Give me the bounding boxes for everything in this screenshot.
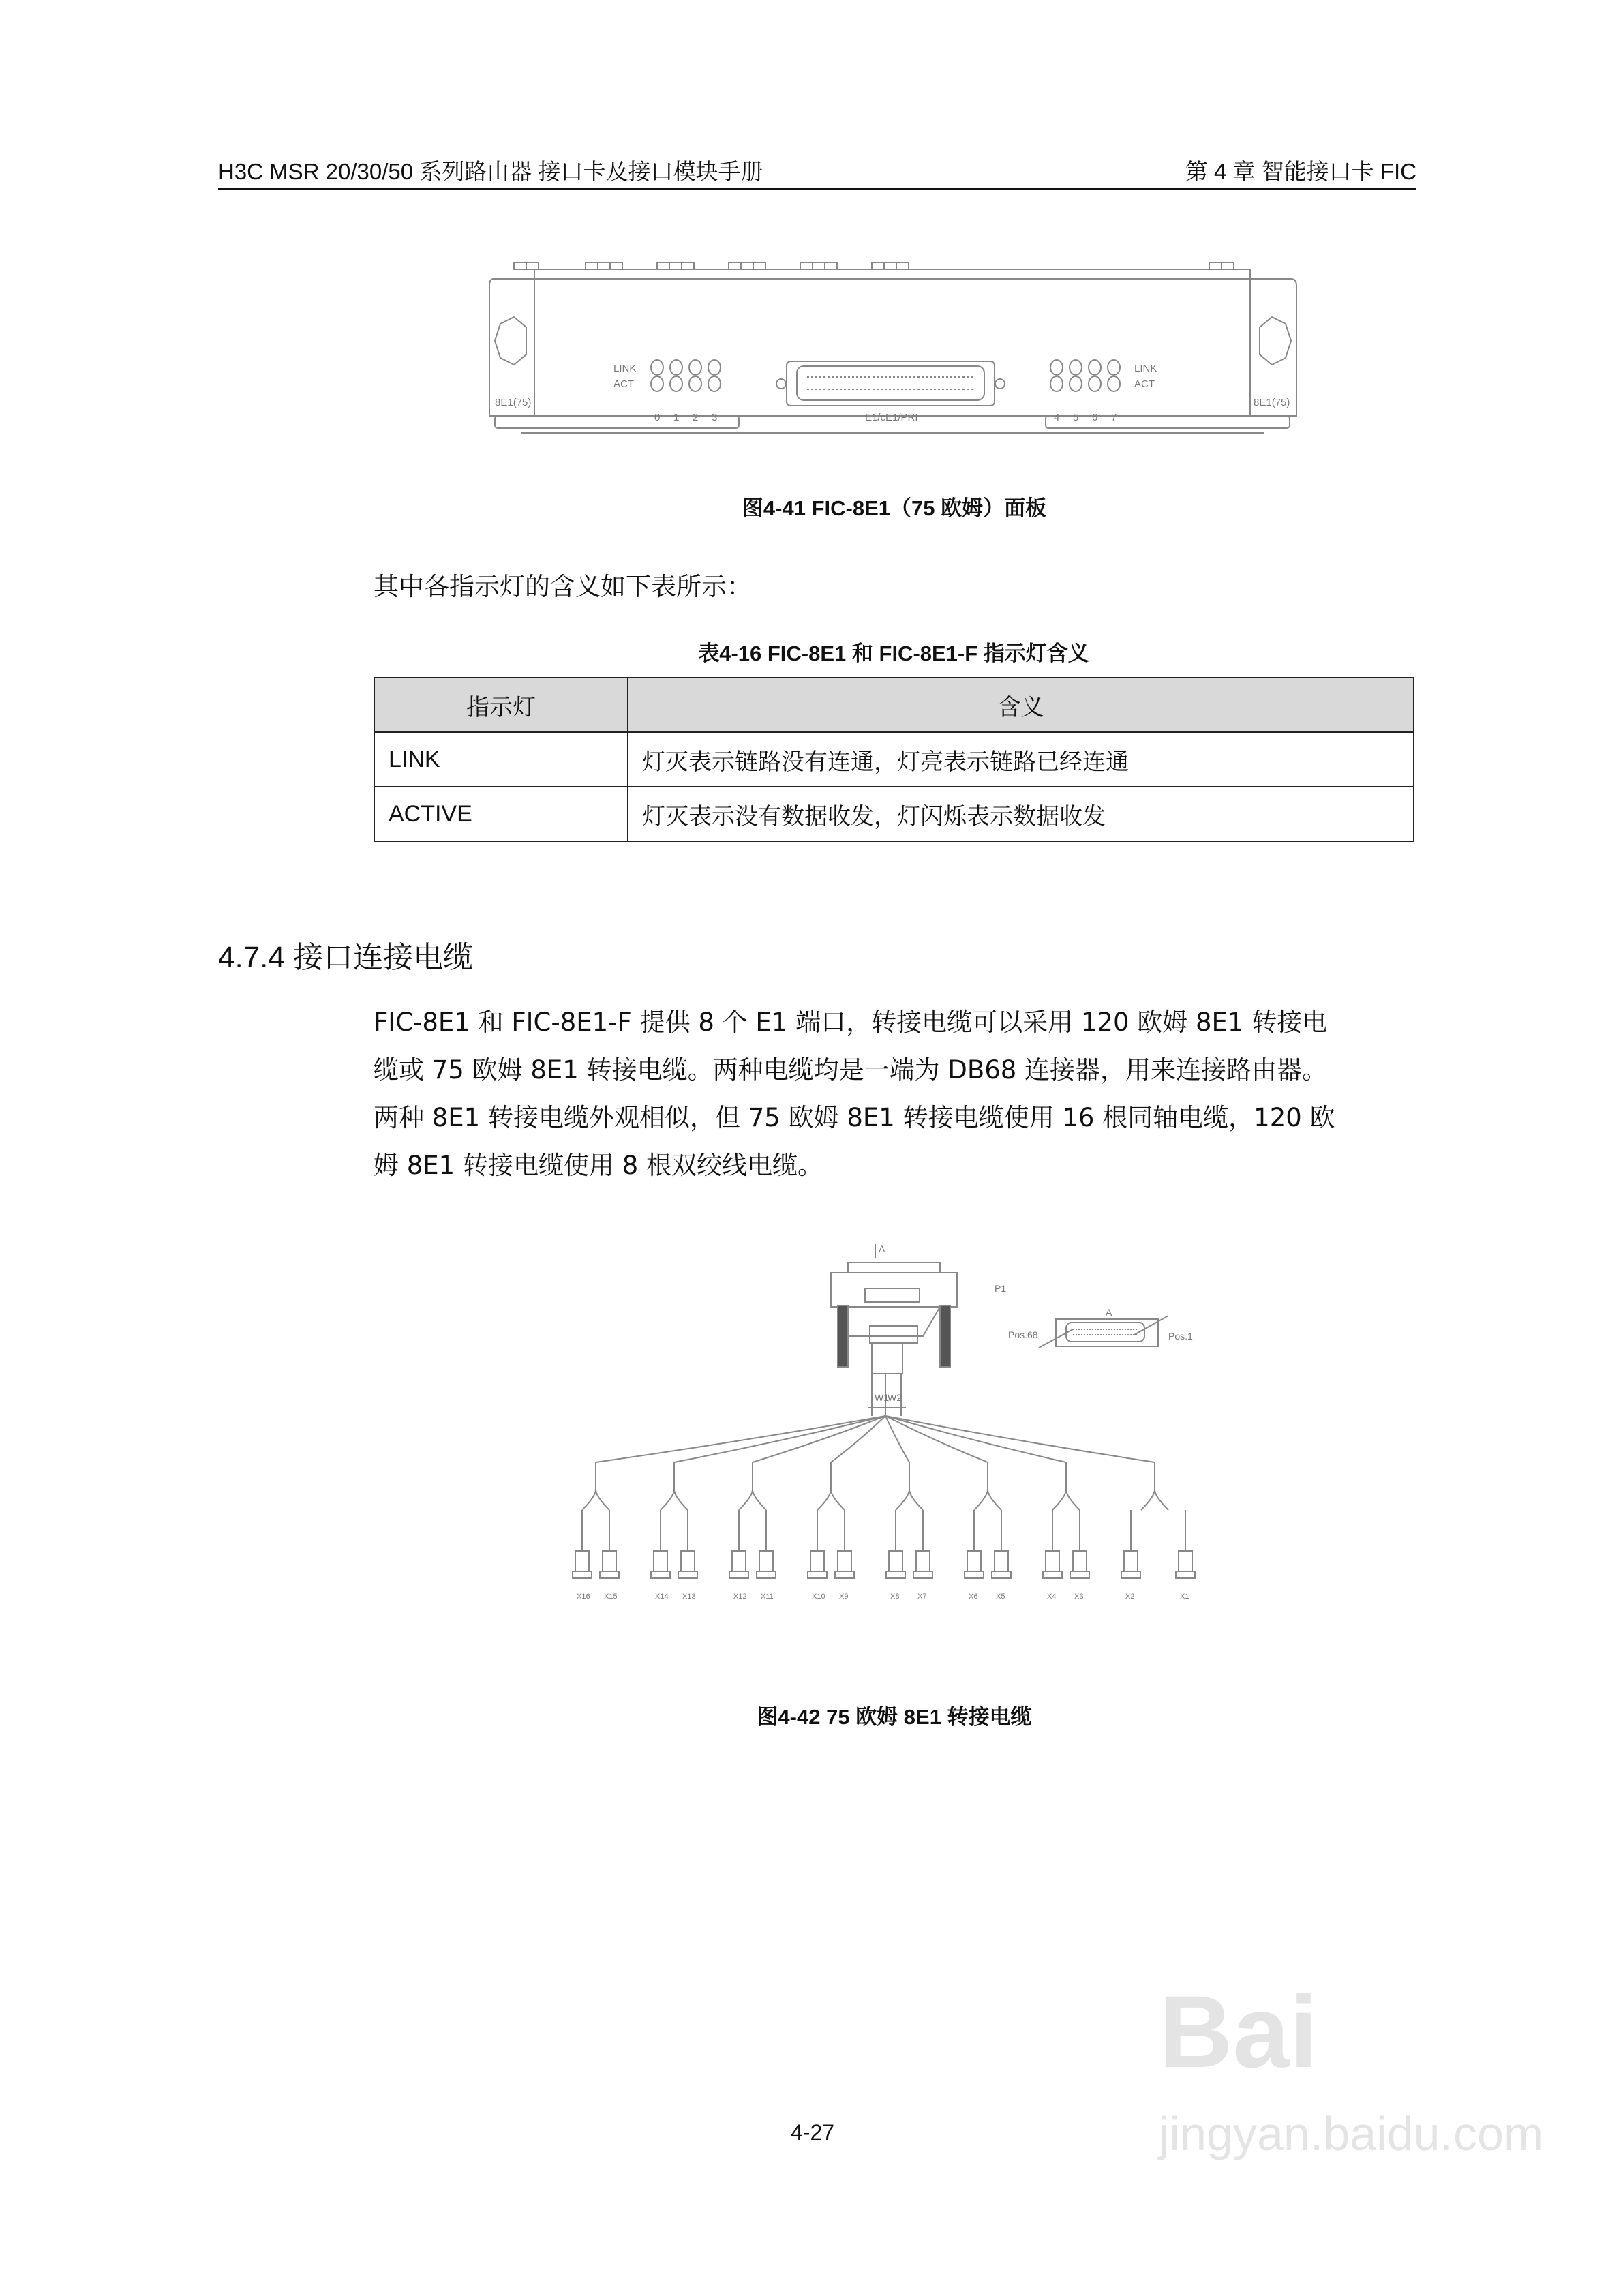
- bnc-connector-icon: [1179, 1551, 1192, 1571]
- top-tab: [586, 262, 598, 269]
- bnc-connector-icon: [1073, 1551, 1087, 1571]
- cable-branch: [596, 1490, 609, 1510]
- paragraph-line: 缆或 75 欧姆 8E1 转接电缆。两种电缆均是一端为 DB68 连接器，用来连接路由器。: [374, 1055, 1328, 1085]
- cable-branch: [831, 1490, 845, 1510]
- cable-branch: [988, 1490, 1001, 1510]
- connector-label: X9: [839, 1592, 849, 1601]
- bnc-connector-icon: [995, 1551, 1008, 1571]
- bnc-connector-icon: [732, 1551, 746, 1571]
- connector-label: X8: [890, 1592, 900, 1601]
- port-number: 0: [654, 412, 661, 423]
- act-led-icon: [689, 376, 701, 391]
- connector-label: X4: [1047, 1592, 1057, 1601]
- bnc-connector-icon: [759, 1551, 773, 1571]
- bnc-connector-icon: [1046, 1551, 1059, 1571]
- figure-caption-4-41: 图4-41 FIC-8E1（75 欧姆）面板: [742, 496, 1047, 520]
- port-number: 5: [1073, 412, 1079, 423]
- top-tab: [813, 262, 825, 269]
- cable-branch: [909, 1490, 923, 1510]
- wire-label: W1: [875, 1392, 889, 1403]
- act-led-icon: [1108, 376, 1120, 391]
- top-tab: [669, 262, 682, 269]
- act-led-icon: [1089, 376, 1101, 391]
- column-header: 指示灯: [374, 678, 628, 732]
- connector-label: X14: [655, 1592, 669, 1601]
- intro-text: 其中各指示灯的含义如下表所示：: [374, 572, 752, 601]
- bnc-connector-icon: [1121, 1571, 1140, 1578]
- watermark-logo: Bai: [1159, 1974, 1318, 2089]
- connector-label: X12: [733, 1592, 747, 1601]
- bnc-connector-icon: [651, 1571, 670, 1578]
- cable-branch: [1155, 1490, 1168, 1510]
- link-led-icon: [1089, 360, 1101, 375]
- indicator-meaning: 灯灭表示链路没有连通，灯亮表示链路已经连通: [628, 732, 1414, 787]
- indicator-meaning: 灯灭表示没有数据收发，灯闪烁表示数据收发: [628, 787, 1414, 841]
- link-led-icon: [1108, 360, 1120, 375]
- bnc-connector-icon: [681, 1551, 695, 1571]
- top-tab: [884, 262, 896, 269]
- link-led-icon: [670, 360, 682, 375]
- bnc-connector-icon: [603, 1551, 616, 1571]
- cable-branch: [885, 1416, 909, 1462]
- act-led-icon: [1050, 376, 1063, 391]
- panel-model-label-right: 8E1(75): [1254, 397, 1290, 408]
- view-label: A: [1106, 1307, 1112, 1318]
- top-tab: [741, 262, 753, 269]
- top-tab: [753, 262, 765, 269]
- table-row: [374, 787, 1414, 841]
- view-label: A: [879, 1243, 885, 1254]
- header-title: H3C MSR 20/30/50 系列路由器 接口卡及接口模块手册: [218, 159, 763, 184]
- indicator-name: ACTIVE: [374, 787, 628, 841]
- top-tab: [825, 262, 837, 269]
- bnc-connector-icon: [965, 1571, 984, 1578]
- bnc-connector-icon: [808, 1571, 827, 1578]
- pos-68-label: Pos.68: [1008, 1329, 1038, 1340]
- port-number: 7: [1111, 412, 1117, 423]
- watermark-url: jingyan.baidu.com: [1159, 2107, 1544, 2160]
- connector-label: X1: [1180, 1592, 1189, 1601]
- top-tab: [526, 262, 539, 269]
- bnc-connector-icon: [1176, 1571, 1195, 1578]
- cable-branch: [974, 1462, 988, 1510]
- top-tab: [1209, 262, 1222, 269]
- top-tab: [657, 262, 669, 269]
- page-number: 4-27: [791, 2120, 835, 2145]
- body-paragraph: [374, 999, 1423, 1190]
- act-led-icon: [1070, 376, 1082, 391]
- paragraph-line: 姆 8E1 转接电缆使用 8 根双绞线电缆。: [374, 1151, 823, 1180]
- bnc-connector-icon: [757, 1571, 776, 1578]
- bnc-connector-icon: [889, 1551, 902, 1571]
- bnc-connector-icon: [835, 1571, 854, 1578]
- screw-right-icon: [1260, 317, 1291, 365]
- bnc-connector-icon: [573, 1571, 592, 1578]
- top-tab: [514, 262, 526, 269]
- plug-label: P1: [995, 1283, 1007, 1294]
- connector-label: X13: [682, 1592, 696, 1601]
- top-tab: [872, 262, 884, 269]
- paragraph-line: FIC-8E1 和 FIC-8E1-F 提供 8 个 E1 端口，转接电缆可以采用 120 欧姆 8E1 转接电: [374, 1008, 1328, 1037]
- bnc-connector-icon: [729, 1571, 748, 1578]
- port-number: 4: [1054, 412, 1060, 423]
- table-title: 表4-16 FIC-8E1 和 FIC-8E1-F 指示灯含义: [698, 641, 1089, 665]
- header-chapter: 第 4 章 智能接口卡 FIC: [1185, 159, 1416, 184]
- port-number: 3: [712, 412, 718, 423]
- cable-branch: [817, 1462, 831, 1510]
- top-tab: [598, 262, 610, 269]
- cable-branch: [674, 1490, 688, 1510]
- cable-branch: [885, 1416, 1155, 1462]
- connector-label: X15: [604, 1592, 618, 1601]
- top-tab: [896, 262, 909, 269]
- connector-label: X5: [996, 1592, 1005, 1601]
- port-number: 6: [1092, 412, 1098, 423]
- act-label-right: ACT: [1134, 378, 1155, 390]
- bnc-connector-icon: [1070, 1571, 1089, 1578]
- cable-branch: [674, 1416, 885, 1462]
- link-label-left: LINK: [613, 363, 637, 374]
- header-divider: [218, 188, 1416, 190]
- bnc-connector-icon: [1124, 1551, 1138, 1571]
- cable-branch: [1066, 1490, 1080, 1510]
- act-led-icon: [651, 376, 663, 391]
- table-header-row: [374, 678, 1414, 732]
- top-tab: [800, 262, 813, 269]
- act-label-left: ACT: [613, 378, 634, 390]
- bnc-connector-icon: [992, 1571, 1011, 1578]
- link-led-icon: [708, 360, 721, 375]
- connector-label: X6: [969, 1592, 978, 1601]
- link-label-right: LINK: [1134, 363, 1157, 374]
- connector-label: X10: [812, 1592, 825, 1601]
- cable-branch: [885, 1416, 1066, 1462]
- paragraph-line: 两种 8E1 转接电缆外观相似，但 75 欧姆 8E1 转接电缆使用 16 根同轴电缆，120 欧: [374, 1103, 1335, 1132]
- indicator-table: [374, 677, 1414, 842]
- pos-1-label: Pos.1: [1168, 1331, 1193, 1342]
- cable-branch: [739, 1462, 753, 1510]
- cable-branch: [896, 1462, 909, 1510]
- indicator-name: LINK: [374, 732, 628, 787]
- top-tab: [1222, 262, 1234, 269]
- baidu-watermark: [1159, 1957, 1544, 2256]
- cable-branch: [753, 1490, 766, 1510]
- fic-8e1-panel-diagram: [487, 262, 1299, 441]
- bnc-connector-icon: [1043, 1571, 1062, 1578]
- port-number: 2: [693, 412, 699, 423]
- connector-label: X16: [577, 1592, 590, 1601]
- cable-branch: [1052, 1462, 1066, 1510]
- bnc-connector-icon: [838, 1551, 851, 1571]
- figure-caption-4-42: 图4-42 75 欧姆 8E1 转接电缆: [757, 1705, 1032, 1729]
- connector-label: X7: [917, 1592, 927, 1601]
- section-heading: 4.7.4 接口连接电缆: [218, 941, 474, 974]
- table-row: [374, 732, 1414, 787]
- cable-branch: [753, 1416, 885, 1462]
- bnc-connector-icon: [913, 1571, 932, 1578]
- connector-label: X11: [761, 1592, 774, 1601]
- connector-label: X2: [1125, 1592, 1135, 1601]
- wire-label: W2: [888, 1392, 902, 1403]
- link-led-icon: [1070, 360, 1082, 375]
- cable-branch: [596, 1416, 885, 1462]
- bnc-connector-icon: [600, 1571, 619, 1578]
- bnc-connector-icon: [916, 1551, 930, 1571]
- act-led-icon: [708, 376, 721, 391]
- panel-model-label-left: 8E1(75): [495, 397, 532, 408]
- e1-cable-diagram: [568, 1237, 1206, 1674]
- bnc-connector-icon: [575, 1551, 589, 1571]
- bnc-connector-icon: [654, 1551, 667, 1571]
- bnc-connector-icon: [678, 1571, 697, 1578]
- act-led-icon: [670, 376, 682, 391]
- top-tab: [729, 262, 741, 269]
- top-tab: [682, 262, 694, 269]
- cable-branch: [1141, 1462, 1155, 1510]
- top-tab: [610, 262, 622, 269]
- link-led-icon: [689, 360, 701, 375]
- link-led-icon: [651, 360, 663, 375]
- bnc-connector-icon: [810, 1551, 824, 1571]
- port-number: 1: [673, 412, 680, 423]
- connector-label: X3: [1074, 1592, 1084, 1601]
- column-header: 含义: [628, 678, 1414, 732]
- screw-left-icon: [495, 317, 526, 365]
- cable-branch: [661, 1462, 674, 1510]
- bnc-connector-icon: [967, 1551, 981, 1571]
- cable-branch: [582, 1462, 596, 1510]
- bnc-connector-icon: [886, 1571, 905, 1578]
- link-led-icon: [1050, 360, 1063, 375]
- connector-label: E1/cE1/PRI: [865, 412, 918, 423]
